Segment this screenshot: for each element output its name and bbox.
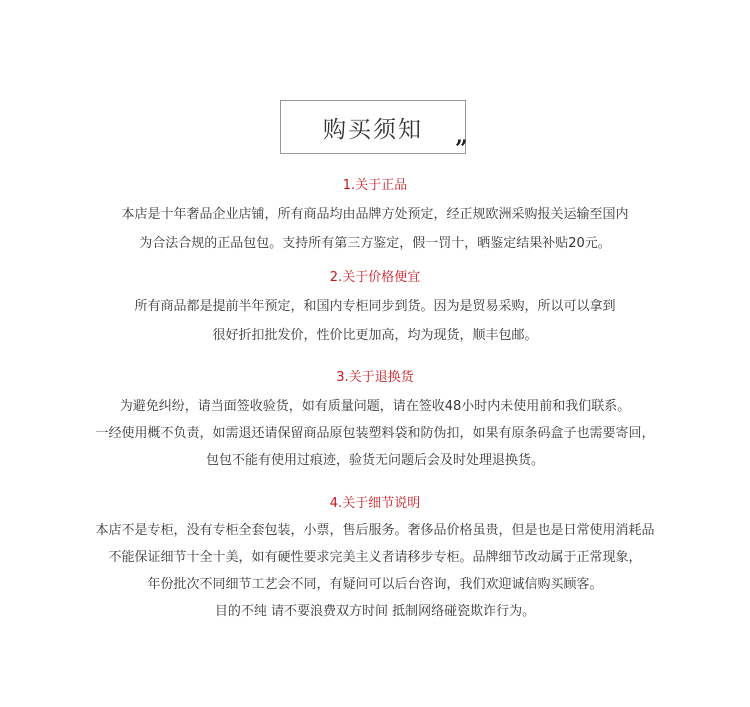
section-line: 年份批次不同细节工艺会不同，有疑问可以后台咨询，我们欢迎诚信购买顾客。 (147, 577, 603, 592)
section-heading: 2.关于价格便宜 (329, 270, 421, 285)
section-line: 本店不是专柜，没有专柜全套包装，小票，售后服务。奢侈品价格虽贵，但是也是日常使用消耗品 (95, 523, 655, 538)
section-price (0, 270, 750, 344)
section-returns (0, 370, 750, 469)
section-line: 所有商品都是提前半年预定，和国内专柜同步到货。因为是贸易采购，所以可以拿到 (134, 299, 616, 314)
section-line: 一经使用概不负责，如需退还请保留商品原包装塑料袋和防伪扣，如果有原条码盒子也需要寄回， (95, 426, 655, 441)
title-quote-mark: ” (455, 136, 468, 162)
title-box (280, 100, 466, 154)
section-heading: 1.关于正品 (342, 178, 408, 193)
section-line: 本店是十年奢品企业店铺，所有商品均由品牌方处预定，经正规欧洲采购报关运输至国内 (121, 207, 629, 222)
section-line: 包包不能有使用过痕迹，验货无问题后会及时处理退换货。 (205, 453, 544, 468)
page-title: 购买须知 (323, 116, 423, 143)
section-authentic (0, 178, 750, 252)
section-line: 为合法合规的正品包包。支持所有第三方鉴定，假一罚十，晒鉴定结果补贴20元。 (139, 236, 611, 251)
section-heading: 3.关于退换货 (336, 370, 414, 385)
section-line: 不能保证细节十全十美，如有硬性要求完美主义者请移步专柜。品牌细节改动属于正常现象， (108, 550, 642, 565)
section-line: 很好折扣批发价，性价比更加高，均为现货，顺丰包邮。 (212, 328, 538, 343)
section-details (0, 496, 750, 620)
section-heading: 4.关于细节说明 (329, 496, 421, 511)
section-line: 目的不纯 请不要浪费双方时间 抵制网络碰瓷欺诈行为。 (214, 604, 536, 619)
section-line: 为避免纠纷，请当面签收验货，如有质量问题，请在签收48小时内未使用前和我们联系。 (119, 399, 631, 414)
